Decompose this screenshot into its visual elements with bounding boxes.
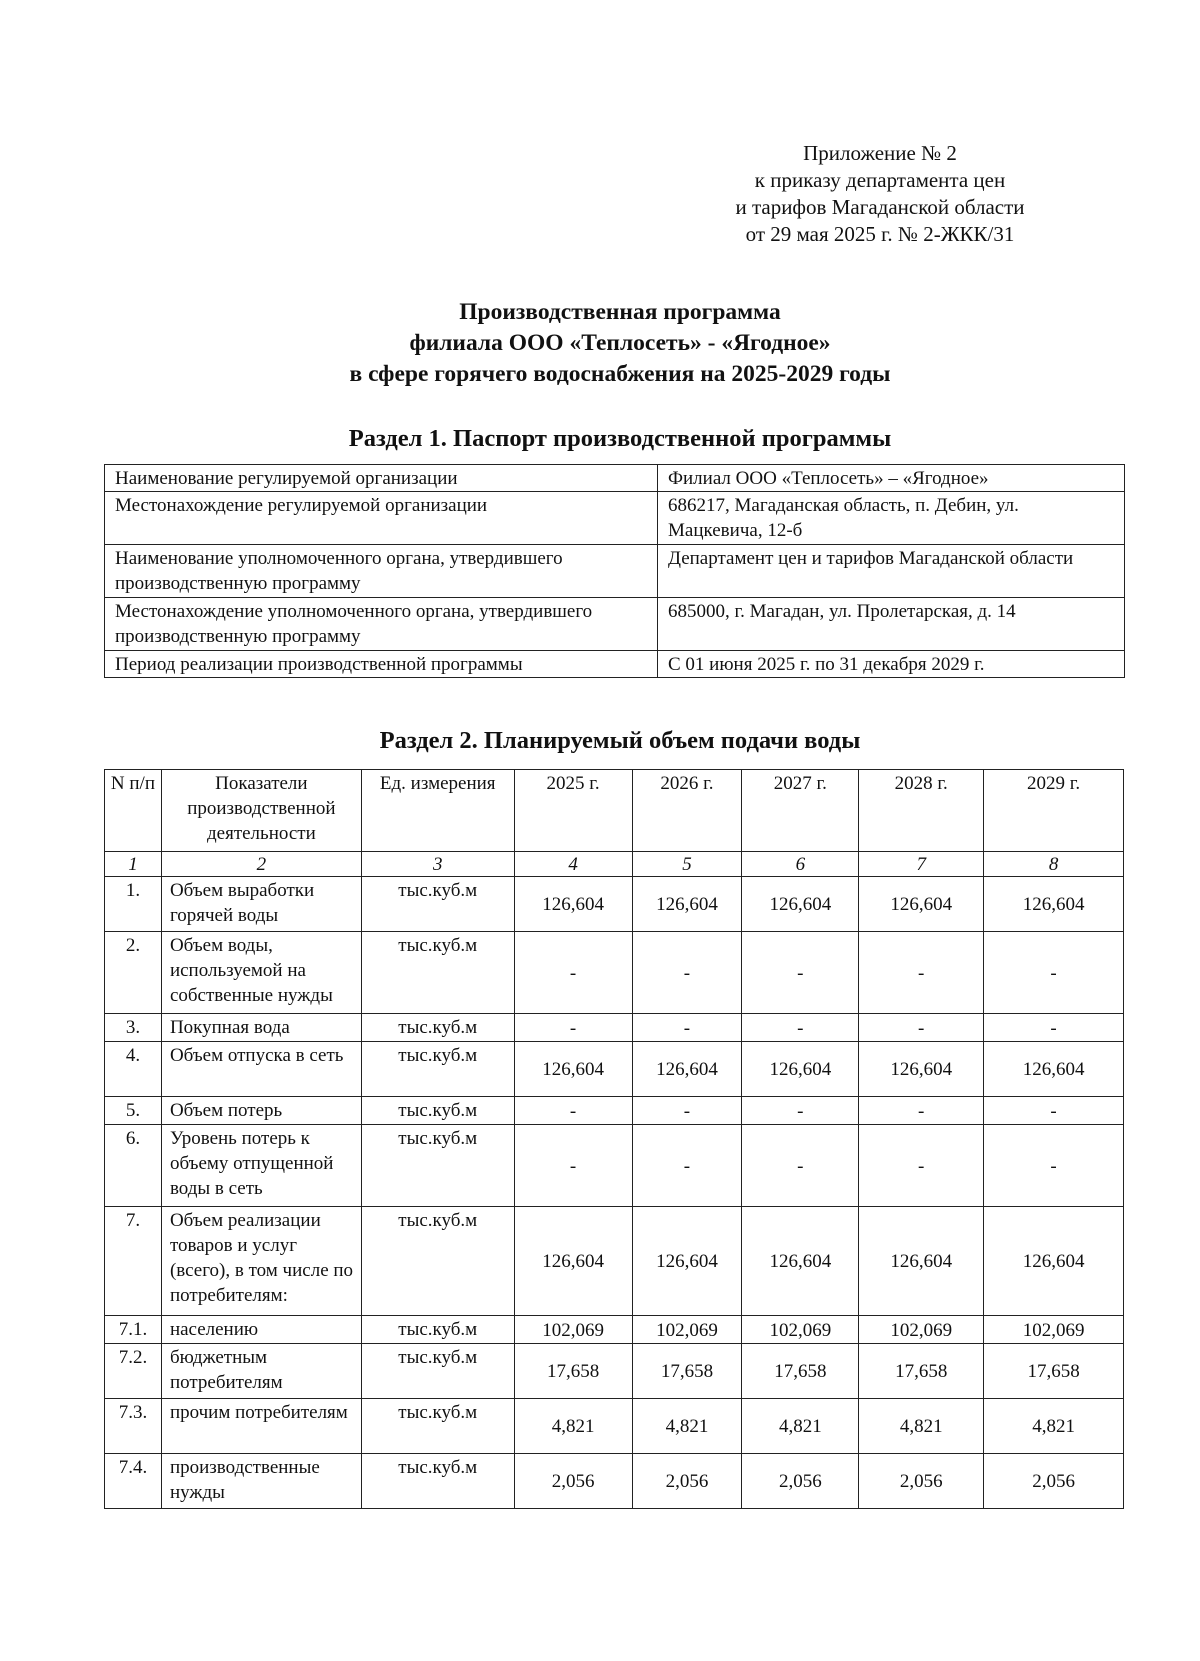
value-cell: 126,604: [859, 877, 984, 932]
indicator-cell: производственные нужды: [161, 1454, 361, 1509]
row-number: 6.: [105, 1125, 162, 1207]
value-cell: 4,821: [984, 1399, 1124, 1454]
indicator-cell: Уровень потерь к объему отпущенной воды в сеть: [161, 1125, 361, 1207]
value-cell: 2,056: [859, 1454, 984, 1509]
value-cell: 4,821: [514, 1399, 632, 1454]
value-cell: -: [632, 1097, 742, 1125]
table-row: [105, 492, 1125, 545]
unit-cell: тыс.куб.м: [361, 1399, 514, 1454]
value-cell: 126,604: [859, 1042, 984, 1097]
table-row: [105, 877, 1124, 932]
table-row: [105, 545, 1125, 598]
table-row: [105, 1042, 1124, 1097]
value-cell: 4,821: [859, 1399, 984, 1454]
value-cell: 4,821: [632, 1399, 742, 1454]
title-line: Производственная программа: [459, 299, 781, 325]
value-cell: 102,069: [632, 1316, 742, 1344]
value-cell: 126,604: [514, 877, 632, 932]
table-row: [105, 598, 1125, 651]
unit-cell: тыс.куб.м: [361, 1125, 514, 1207]
column-number: 3: [361, 852, 514, 877]
value-cell: 126,604: [632, 1042, 742, 1097]
row-number: 1.: [105, 877, 162, 932]
value-cell: -: [859, 1097, 984, 1125]
passport-table: [104, 464, 1125, 678]
value-cell: 2,056: [984, 1454, 1124, 1509]
value-cell: -: [984, 1097, 1124, 1125]
value-cell: -: [859, 1014, 984, 1042]
column-number: 4: [514, 852, 632, 877]
indicator-cell: Объем потерь: [161, 1097, 361, 1125]
value-cell: -: [859, 1125, 984, 1207]
appendix-line: к приказу департамента цен: [754, 168, 1006, 192]
row-number: 4.: [105, 1042, 162, 1097]
value-cell: 126,604: [742, 1207, 859, 1316]
value-cell: 2,056: [742, 1454, 859, 1509]
indicator-cell: Объем отпуска в сеть: [161, 1042, 361, 1097]
title-line: в сфере горячего водоснабжения на 2025-2029 годы: [349, 361, 891, 387]
column-header: 2028 г.: [859, 770, 984, 852]
table-row: [105, 1207, 1124, 1316]
value-cell: -: [742, 1125, 859, 1207]
value-cell: -: [984, 1125, 1124, 1207]
unit-cell: тыс.куб.м: [361, 1014, 514, 1042]
indicator-cell: Объем воды, используемой на собственные нужды: [161, 932, 361, 1014]
appendix-line: и тарифов Магаданской области: [735, 195, 1025, 219]
title-line: филиала ООО «Теплосеть» - «Ягодное»: [409, 330, 831, 356]
passport-label: Период реализации производственной программы: [105, 651, 658, 678]
value-cell: 126,604: [984, 1042, 1124, 1097]
unit-cell: тыс.куб.м: [361, 1207, 514, 1316]
passport-value: 686217, Магаданская область, п. Дебин, ул. Мацкевича, 12-б: [658, 492, 1125, 545]
table-row: [105, 932, 1124, 1014]
unit-cell: тыс.куб.м: [361, 1042, 514, 1097]
row-number: 7.3.: [105, 1399, 162, 1454]
value-cell: 126,604: [984, 1207, 1124, 1316]
column-number-row: [105, 852, 1124, 877]
column-number: 7: [859, 852, 984, 877]
value-cell: 126,604: [742, 877, 859, 932]
column-header: Ед. измерения: [361, 770, 514, 852]
value-cell: 17,658: [632, 1344, 742, 1399]
passport-label: Наименование регулируемой организации: [105, 465, 658, 492]
value-cell: 17,658: [742, 1344, 859, 1399]
appendix-line: от 29 мая 2025 г. № 2-ЖКК/31: [745, 222, 1015, 246]
value-cell: -: [514, 1097, 632, 1125]
value-cell: 102,069: [514, 1316, 632, 1344]
indicator-cell: Покупная вода: [161, 1014, 361, 1042]
value-cell: -: [514, 1125, 632, 1207]
indicator-cell: бюджетным потребителям: [161, 1344, 361, 1399]
table-row: [105, 1125, 1124, 1207]
unit-cell: тыс.куб.м: [361, 1454, 514, 1509]
value-cell: 2,056: [632, 1454, 742, 1509]
value-cell: -: [514, 932, 632, 1014]
value-cell: 102,069: [742, 1316, 859, 1344]
table-row: [105, 465, 1125, 492]
appendix-line: Приложение № 2: [803, 141, 957, 165]
value-cell: -: [632, 932, 742, 1014]
value-cell: 102,069: [859, 1316, 984, 1344]
column-number: 2: [161, 852, 361, 877]
section-2-title: Раздел 2. Планируемый объем подачи воды: [379, 727, 861, 754]
value-cell: -: [742, 1014, 859, 1042]
value-cell: 17,658: [859, 1344, 984, 1399]
value-cell: 126,604: [984, 877, 1124, 932]
passport-label: Местонахождение регулируемой организации: [105, 492, 658, 545]
passport-value: Департамент цен и тарифов Магаданской области: [658, 545, 1125, 598]
header-row: [105, 770, 1124, 852]
unit-cell: тыс.куб.м: [361, 932, 514, 1014]
value-cell: 126,604: [514, 1207, 632, 1316]
unit-cell: тыс.куб.м: [361, 877, 514, 932]
row-number: 3.: [105, 1014, 162, 1042]
appendix-block: [690, 140, 1070, 248]
row-number: 7.2.: [105, 1344, 162, 1399]
value-cell: -: [632, 1125, 742, 1207]
row-number: 5.: [105, 1097, 162, 1125]
value-cell: 126,604: [742, 1042, 859, 1097]
value-cell: 126,604: [632, 877, 742, 932]
value-cell: 126,604: [514, 1042, 632, 1097]
water-volume-table: [104, 769, 1124, 1509]
table-row: [105, 651, 1125, 678]
section-1-title: Раздел 1. Паспорт производственной программы: [348, 425, 892, 452]
row-number: 7.1.: [105, 1316, 162, 1344]
unit-cell: тыс.куб.м: [361, 1097, 514, 1125]
column-header: 2026 г.: [632, 770, 742, 852]
value-cell: 4,821: [742, 1399, 859, 1454]
table-row: [105, 1454, 1124, 1509]
value-cell: -: [514, 1014, 632, 1042]
column-number: 5: [632, 852, 742, 877]
column-header: N п/п: [105, 770, 162, 852]
table-row: [105, 1014, 1124, 1042]
passport-value: Филиал ООО «Теплосеть» – «Ягодное»: [658, 465, 1125, 492]
indicator-cell: прочим потребителям: [161, 1399, 361, 1454]
indicator-cell: Объем выработки горячей воды: [161, 877, 361, 932]
row-number: 2.: [105, 932, 162, 1014]
table-row: [105, 1399, 1124, 1454]
value-cell: 126,604: [859, 1207, 984, 1316]
value-cell: 17,658: [514, 1344, 632, 1399]
passport-label: Наименование уполномоченного органа, утвердившего производственную программу: [105, 545, 658, 598]
column-number: 1: [105, 852, 162, 877]
value-cell: 2,056: [514, 1454, 632, 1509]
value-cell: 17,658: [984, 1344, 1124, 1399]
passport-value: 685000, г. Магадан, ул. Пролетарская, д. 14: [658, 598, 1125, 651]
value-cell: -: [742, 932, 859, 1014]
value-cell: -: [859, 932, 984, 1014]
value-cell: -: [632, 1014, 742, 1042]
table-row: [105, 1344, 1124, 1399]
value-cell: 102,069: [984, 1316, 1124, 1344]
unit-cell: тыс.куб.м: [361, 1344, 514, 1399]
passport-value: С 01 июня 2025 г. по 31 декабря 2029 г.: [658, 651, 1125, 678]
column-header: Показатели производственной деятельности: [161, 770, 361, 852]
column-number: 6: [742, 852, 859, 877]
document-title: [0, 297, 1200, 390]
value-cell: -: [984, 932, 1124, 1014]
table-row: [105, 1097, 1124, 1125]
column-header: 2027 г.: [742, 770, 859, 852]
passport-label: Местонахождение уполномоченного органа, утвердившего производственную программу: [105, 598, 658, 651]
indicator-cell: Объем реализации товаров и услуг (всего), в том числе по потребителям:: [161, 1207, 361, 1316]
column-header: 2029 г.: [984, 770, 1124, 852]
column-header: 2025 г.: [514, 770, 632, 852]
value-cell: 126,604: [632, 1207, 742, 1316]
table-row: [105, 1316, 1124, 1344]
value-cell: -: [984, 1014, 1124, 1042]
value-cell: -: [742, 1097, 859, 1125]
row-number: 7.: [105, 1207, 162, 1316]
row-number: 7.4.: [105, 1454, 162, 1509]
column-number: 8: [984, 852, 1124, 877]
unit-cell: тыс.куб.м: [361, 1316, 514, 1344]
indicator-cell: населению: [161, 1316, 361, 1344]
